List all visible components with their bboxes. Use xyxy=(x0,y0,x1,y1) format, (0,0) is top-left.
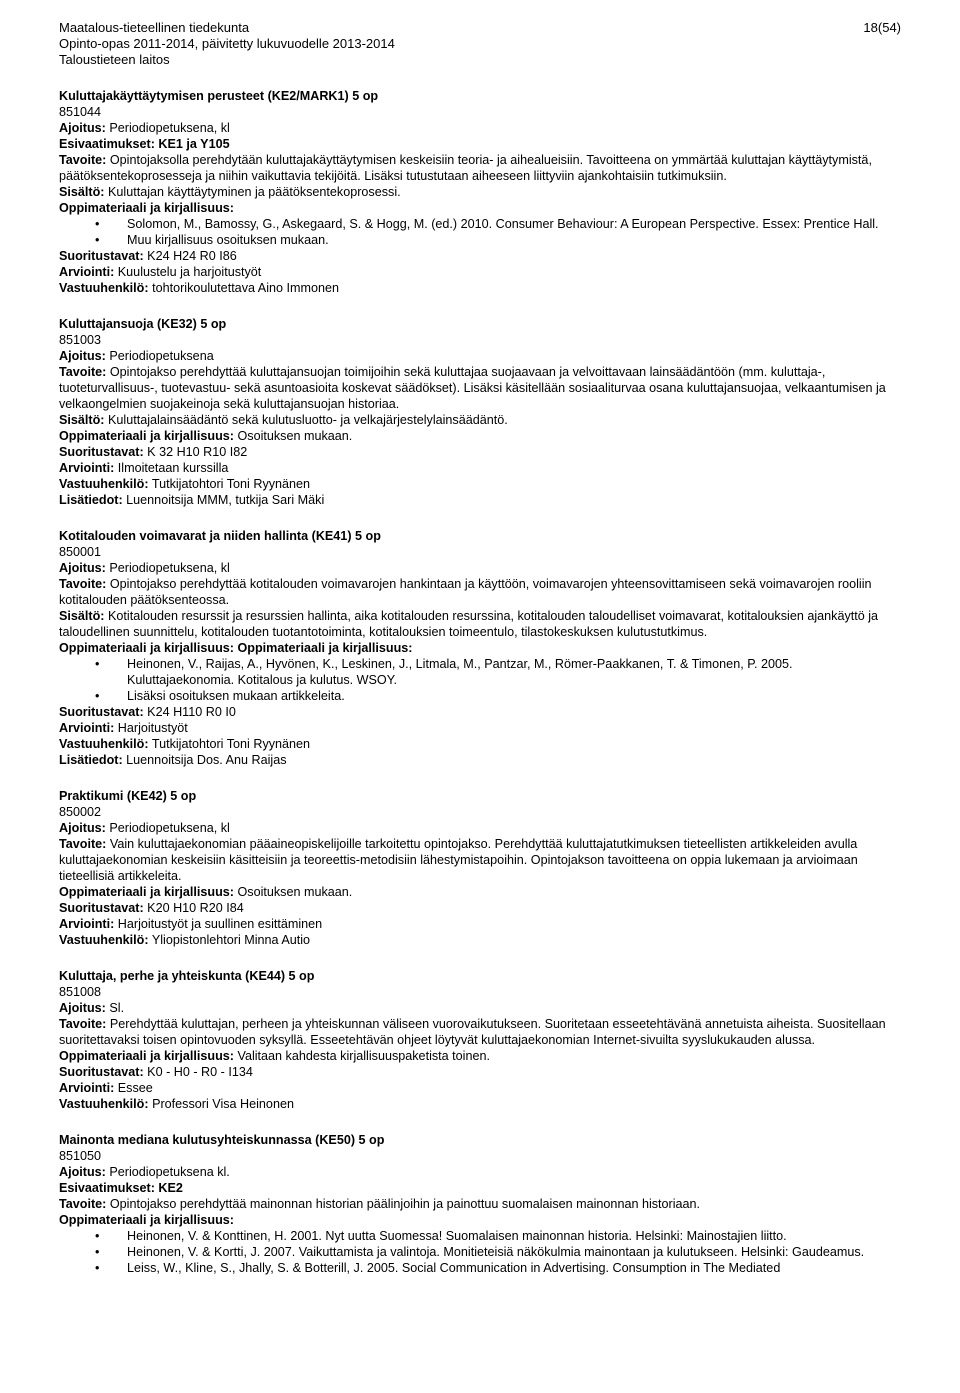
course-field xyxy=(59,576,901,608)
course-field xyxy=(59,640,901,656)
course-title: Kuluttaja, perhe ja yhteiskunta (KE44) 5 op xyxy=(59,969,315,983)
course-code: 851044 xyxy=(59,105,102,119)
course-field xyxy=(59,1016,901,1048)
course-field xyxy=(59,1080,901,1096)
field-label: Esivaatimukset: KE2 xyxy=(59,1181,183,1195)
field-text: Luennoitsija Dos. Anu Raijas xyxy=(122,753,287,767)
course-field xyxy=(59,720,901,736)
course-field xyxy=(59,1180,901,1196)
course-field xyxy=(59,152,901,184)
field-text: Opintojakso perehdyttää kotitalouden voimavarojen hankintaan ja käyttöön, voimavarojen yhteensovittamiseen sekä voimavarojen rooliin kotitalouden päätöksenteossa. xyxy=(59,577,872,607)
field-text: Kotitalouden resurssit ja resurssien hallinta, aika kotitalouden resurssina, kotitalouden taloudelliset voimavarat, kotitalouksien ajankäyttö ja taloudellinen suunnittelu, kotitalouden tuotantotoiminta, kotitalouksien toimeentulo, tilastokeskuksen kulutustutkimus. xyxy=(59,609,879,639)
header-faculty: Maatalous-tieteellinen tiedekunta xyxy=(59,20,250,35)
field-text: Valitaan kahdesta kirjallisuuspaketista toinen. xyxy=(233,1049,490,1063)
field-text: Essee xyxy=(114,1081,153,1095)
course-section xyxy=(59,1132,901,1276)
course-field xyxy=(59,444,901,460)
field-label: Oppimateriaali ja kirjallisuus: xyxy=(59,201,234,215)
course-code: 851050 xyxy=(59,1149,102,1163)
literature-item xyxy=(59,688,901,704)
course-field xyxy=(59,136,901,152)
course-field xyxy=(59,752,901,768)
field-text: Periodiopetuksena kl. xyxy=(105,1165,230,1179)
field-label: Oppimateriaali ja kirjallisuus: xyxy=(59,1213,234,1227)
field-text: Luennoitsija MMM, tutkija Sari Mäki xyxy=(122,493,325,507)
field-label: Arviointi: xyxy=(59,1081,115,1095)
field-text: Harjoitustyöt ja suullinen esittäminen xyxy=(114,917,323,931)
field-text: Tutkijatohtori Toni Ryynänen xyxy=(148,737,311,751)
course-field xyxy=(59,184,901,200)
field-text: Harjoitustyöt xyxy=(114,721,188,735)
field-text: K0 - H0 - R0 - I134 xyxy=(143,1065,253,1079)
field-label: Suoritustavat: xyxy=(59,445,144,459)
field-text: Vain kuluttajaekonomian pääaineopiskelijoille tarkoitettu opintojakso. Perehdyttää kuluttajatutkimuksen tieteellisten artikkeleiden avulla kuluttajaekonomian keskeisiin käsitteisiin ja teoreettis-metodisiin lähestymistapoihin. Opintojakson tavoitteena on oppia lukemaan ja arvioimaan tieteellisiä artikkeleita. xyxy=(59,837,858,883)
course-code: 851003 xyxy=(59,333,102,347)
course-title: Kuluttajansuoja (KE32) 5 op xyxy=(59,317,227,331)
field-label: Lisätiedot: xyxy=(59,753,123,767)
bullet-icon: • xyxy=(95,1229,100,1243)
course-section xyxy=(59,788,901,948)
literature-item xyxy=(59,216,901,232)
course-field xyxy=(59,560,901,576)
field-text: Osoituksen mukaan. xyxy=(233,885,353,899)
field-text: Tutkijatohtori Toni Ryynänen xyxy=(148,477,311,491)
course-section xyxy=(59,88,901,296)
course-field xyxy=(59,1048,901,1064)
bullet-icon: • xyxy=(95,217,100,231)
field-label: Tavoite: xyxy=(59,837,107,851)
course-field xyxy=(59,1000,901,1016)
bullet-icon: • xyxy=(95,657,100,671)
field-text: Ilmoitetaan kurssilla xyxy=(114,461,229,475)
field-label: Ajoitus: xyxy=(59,349,106,363)
literature-item xyxy=(59,656,901,688)
field-label: Ajoitus: xyxy=(59,561,106,575)
course-field xyxy=(59,916,901,932)
page-number: 18(54) xyxy=(863,20,901,35)
literature-text: Muu kirjallisuus osoituksen mukaan. xyxy=(127,233,329,247)
course-field xyxy=(59,1164,901,1180)
field-text: Professori Visa Heinonen xyxy=(148,1097,294,1111)
field-label: Tavoite: xyxy=(59,1017,107,1031)
course-field xyxy=(59,884,901,900)
literature-list xyxy=(59,656,901,704)
course-code: 850002 xyxy=(59,805,102,819)
bullet-icon: • xyxy=(95,1245,100,1259)
field-label: Ajoitus: xyxy=(59,121,106,135)
field-text: K24 H110 R0 I0 xyxy=(143,705,236,719)
bullet-icon: • xyxy=(95,233,100,247)
course-field xyxy=(59,900,901,916)
course-title: Mainonta mediana kulutusyhteiskunnassa (KE50) 5 op xyxy=(59,1133,385,1147)
literature-text: Heinonen, V., Raijas, A., Hyvönen, K., Leskinen, J., Litmala, M., Pantzar, M., Römer-Paakkanen, T. & Timonen, P. 2005. Kuluttajaekonomia. Kotitalous ja kulutus. WSOY. xyxy=(127,657,793,687)
literature-item xyxy=(59,1244,901,1260)
field-text: Periodiopetuksena xyxy=(105,349,214,363)
course-field xyxy=(59,1096,901,1112)
field-label: Suoritustavat: xyxy=(59,249,144,263)
field-text: tohtorikoulutettava Aino Immonen xyxy=(148,281,339,295)
field-label: Tavoite: xyxy=(59,1197,107,1211)
document-page xyxy=(59,20,901,1296)
bullet-icon: • xyxy=(95,1261,100,1275)
header-guide: Opinto-opas 2011-2014, päivitetty lukuvuodelle 2013-2014 xyxy=(59,36,395,51)
course-code: 851008 xyxy=(59,985,102,999)
course-field xyxy=(59,820,901,836)
course-title: Kuluttajakäyttäytymisen perusteet (KE2/MARK1) 5 op xyxy=(59,89,379,103)
field-label: Vastuuhenkilö: xyxy=(59,1097,149,1111)
field-label: Sisältö: xyxy=(59,609,105,623)
field-text: K20 H10 R20 I84 xyxy=(143,901,244,915)
course-field xyxy=(59,704,901,720)
field-label: Tavoite: xyxy=(59,577,107,591)
field-text: Periodiopetuksena, kl xyxy=(105,821,230,835)
field-label: Ajoitus: xyxy=(59,821,106,835)
literature-text: Heinonen, V. & Konttinen, H. 2001. Nyt uutta Suomessa! Suomalaisen mainonnan historia. Helsinki: Mainostajien liitto. xyxy=(127,1229,787,1243)
field-label: Tavoite: xyxy=(59,153,107,167)
literature-item xyxy=(59,1260,901,1276)
course-field xyxy=(59,412,901,428)
course-list xyxy=(59,88,901,1276)
field-label: Lisätiedot: xyxy=(59,493,123,507)
field-label: Arviointi: xyxy=(59,265,115,279)
literature-list xyxy=(59,216,901,248)
literature-text: Lisäksi osoituksen mukaan artikkeleita. xyxy=(127,689,345,703)
field-label: Sisältö: xyxy=(59,413,105,427)
header-department: Taloustieteen laitos xyxy=(59,52,170,67)
field-text: Opintojakso perehdyttää kuluttajansuojan toimijoihin sekä kuluttajaa suojaavaan ja velvoittavaan lainsäädäntöön (mm. kuluttaja-, tuoteturvallisuus-, tuotevastuu- sekä asuntoasioita koskevat säädökset). Lisäksi käsitellään sosiaaliturvaa osana kuluttajansuojaa, velkaantumisen ja velkaongelmien suojakeinoja sekä kuluttajansuojan historiaa. xyxy=(59,365,886,411)
course-section xyxy=(59,968,901,1112)
course-field xyxy=(59,120,901,136)
course-field xyxy=(59,200,901,216)
literature-text: Solomon, M., Bamossy, G., Askegaard, S. & Hogg, M. (ed.) 2010. Consumer Behaviour: A European Perspective. Essex: Prentice Hall. xyxy=(127,217,879,231)
field-text: Kuulustelu ja harjoitustyöt xyxy=(114,265,262,279)
field-label: Tavoite: xyxy=(59,365,107,379)
field-label: Arviointi: xyxy=(59,461,115,475)
course-field xyxy=(59,492,901,508)
field-label: Esivaatimukset: KE1 ja Y105 xyxy=(59,137,230,151)
literature-list xyxy=(59,1228,901,1276)
course-code: 850001 xyxy=(59,545,102,559)
literature-text: Leiss, W., Kline, S., Jhally, S. & Botterill, J. 2005. Social Communication in Advertising. Consumption in The Mediated xyxy=(127,1261,781,1275)
field-text: Kuluttajan käyttäytyminen ja päätöksentekoprosessi. xyxy=(104,185,401,199)
course-field xyxy=(59,736,901,752)
field-label: Vastuuhenkilö: xyxy=(59,477,149,491)
field-label: Ajoitus: xyxy=(59,1001,106,1015)
field-text: Periodiopetuksena, kl xyxy=(105,561,230,575)
field-label: Vastuuhenkilö: xyxy=(59,933,149,947)
field-label: Suoritustavat: xyxy=(59,1065,144,1079)
field-label: Suoritustavat: xyxy=(59,901,144,915)
course-field xyxy=(59,476,901,492)
course-field xyxy=(59,1212,901,1228)
field-text: Periodiopetuksena, kl xyxy=(105,121,230,135)
field-label: Arviointi: xyxy=(59,721,115,735)
field-text: Osoituksen mukaan. xyxy=(233,429,353,443)
field-label: Suoritustavat: xyxy=(59,705,144,719)
field-text: K24 H24 R0 I86 xyxy=(143,249,237,263)
bullet-icon: • xyxy=(95,689,100,703)
field-text: Opintojaksolla perehdytään kuluttajakäyttäytymisen keskeisiin teoria- ja aihealueisiin. Tavoitteena on ymmärtää kuluttajan käyttäytymistä, päätöksentekoprosesseja ja niihin vaikuttavia tekijöitä. Lisäksi tutustutaan aiheeseen liittyviin ajankohtaisiin tutkimuksiin. xyxy=(59,153,872,183)
field-label: Oppimateriaali ja kirjallisuus: xyxy=(59,885,234,899)
field-label: Sisältö: xyxy=(59,185,105,199)
field-text: Perehdyttää kuluttajan, perheen ja yhteiskunnan väliseen vuorovaikutukseen. Suoritetaan esseetehtävänä annetuista aiheista. Suositellaan suoritettavaksi toisen opintovuoden syksyllä. Esseetehtävän ohjeet löytyvät kuluttajaekonomian Internet-sivuilta syyslukukauden alussa. xyxy=(59,1017,886,1047)
course-field xyxy=(59,836,901,884)
literature-item xyxy=(59,1228,901,1244)
course-field xyxy=(59,428,901,444)
field-label: Oppimateriaali ja kirjallisuus: xyxy=(59,1049,234,1063)
field-text: Yliopistonlehtori Minna Autio xyxy=(148,933,311,947)
course-field xyxy=(59,280,901,296)
course-section xyxy=(59,528,901,768)
field-text: Sl. xyxy=(105,1001,125,1015)
literature-item xyxy=(59,232,901,248)
field-label: Arviointi: xyxy=(59,917,115,931)
course-field xyxy=(59,248,901,264)
course-title: Praktikumi (KE42) 5 op xyxy=(59,789,197,803)
field-label: Vastuuhenkilö: xyxy=(59,281,149,295)
course-field xyxy=(59,264,901,280)
course-field xyxy=(59,348,901,364)
field-text: K 32 H10 R10 I82 xyxy=(143,445,248,459)
course-field xyxy=(59,932,901,948)
course-title: Kotitalouden voimavarat ja niiden hallinta (KE41) 5 op xyxy=(59,529,381,543)
course-field xyxy=(59,608,901,640)
field-label: Ajoitus: xyxy=(59,1165,106,1179)
field-label: Vastuuhenkilö: xyxy=(59,737,149,751)
course-section xyxy=(59,316,901,508)
literature-text: Heinonen, V. & Kortti, J. 2007. Vaikuttamista ja valintoja. Monitieteisiä näkökulmia mainontaan ja kulutukseen. Helsinki: Gaudeamus. xyxy=(127,1245,865,1259)
course-field xyxy=(59,460,901,476)
course-field xyxy=(59,1064,901,1080)
field-label: Oppimateriaali ja kirjallisuus: Oppimateriaali ja kirjallisuus: xyxy=(59,641,413,655)
course-field xyxy=(59,364,901,412)
field-text: Kuluttajalainsäädäntö sekä kulutusluotto- ja velkajärjestelylainsäädäntö. xyxy=(104,413,508,427)
field-text: Opintojakso perehdyttää mainonnan historian päälinjoihin ja painottuu suomalaisen mainonnan historiaan. xyxy=(106,1197,701,1211)
field-label: Oppimateriaali ja kirjallisuus: xyxy=(59,429,234,443)
course-field xyxy=(59,1196,901,1212)
